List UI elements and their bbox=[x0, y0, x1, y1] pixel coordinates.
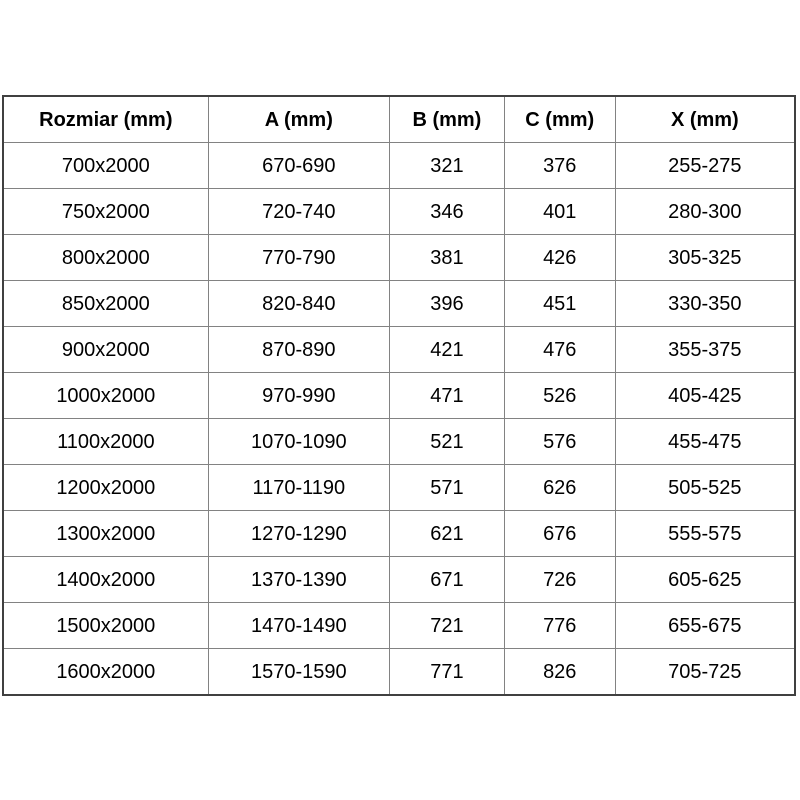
cell: 705-725 bbox=[615, 649, 795, 696]
cell: 605-625 bbox=[615, 557, 795, 603]
table-row bbox=[3, 603, 795, 649]
cell: 426 bbox=[504, 235, 615, 281]
cell: 355-375 bbox=[615, 327, 795, 373]
cell: 401 bbox=[504, 189, 615, 235]
cell: 900x2000 bbox=[3, 327, 208, 373]
cell: 526 bbox=[504, 373, 615, 419]
cell: 280-300 bbox=[615, 189, 795, 235]
column-header-x: X (mm) bbox=[615, 96, 795, 143]
cell: 850x2000 bbox=[3, 281, 208, 327]
cell: 1200x2000 bbox=[3, 465, 208, 511]
cell: 671 bbox=[389, 557, 504, 603]
size-table-container bbox=[2, 95, 796, 696]
column-header-b: B (mm) bbox=[389, 96, 504, 143]
cell: 770-790 bbox=[208, 235, 389, 281]
column-header-c: C (mm) bbox=[504, 96, 615, 143]
cell: 455-475 bbox=[615, 419, 795, 465]
cell: 750x2000 bbox=[3, 189, 208, 235]
table-row bbox=[3, 373, 795, 419]
cell: 505-525 bbox=[615, 465, 795, 511]
table-row bbox=[3, 143, 795, 189]
size-table-head bbox=[3, 96, 795, 143]
size-table-body bbox=[3, 143, 795, 696]
cell: 451 bbox=[504, 281, 615, 327]
cell: 621 bbox=[389, 511, 504, 557]
cell: 396 bbox=[389, 281, 504, 327]
cell: 476 bbox=[504, 327, 615, 373]
table-row bbox=[3, 281, 795, 327]
cell: 255-275 bbox=[615, 143, 795, 189]
cell: 676 bbox=[504, 511, 615, 557]
cell: 381 bbox=[389, 235, 504, 281]
cell: 720-740 bbox=[208, 189, 389, 235]
cell: 1500x2000 bbox=[3, 603, 208, 649]
cell: 571 bbox=[389, 465, 504, 511]
cell: 421 bbox=[389, 327, 504, 373]
cell: 1400x2000 bbox=[3, 557, 208, 603]
column-header-rozmiar: Rozmiar (mm) bbox=[3, 96, 208, 143]
table-row bbox=[3, 419, 795, 465]
cell: 1000x2000 bbox=[3, 373, 208, 419]
cell: 1300x2000 bbox=[3, 511, 208, 557]
cell: 305-325 bbox=[615, 235, 795, 281]
cell: 771 bbox=[389, 649, 504, 696]
cell: 576 bbox=[504, 419, 615, 465]
cell: 346 bbox=[389, 189, 504, 235]
cell: 826 bbox=[504, 649, 615, 696]
cell: 330-350 bbox=[615, 281, 795, 327]
cell: 376 bbox=[504, 143, 615, 189]
cell: 1600x2000 bbox=[3, 649, 208, 696]
cell: 970-990 bbox=[208, 373, 389, 419]
cell: 800x2000 bbox=[3, 235, 208, 281]
table-row bbox=[3, 189, 795, 235]
cell: 1100x2000 bbox=[3, 419, 208, 465]
cell: 655-675 bbox=[615, 603, 795, 649]
header-row bbox=[3, 96, 795, 143]
cell: 626 bbox=[504, 465, 615, 511]
cell: 471 bbox=[389, 373, 504, 419]
table-row bbox=[3, 511, 795, 557]
cell: 1170-1190 bbox=[208, 465, 389, 511]
table-row bbox=[3, 235, 795, 281]
size-table bbox=[2, 95, 796, 696]
cell: 721 bbox=[389, 603, 504, 649]
cell: 521 bbox=[389, 419, 504, 465]
table-row bbox=[3, 557, 795, 603]
cell: 726 bbox=[504, 557, 615, 603]
cell: 670-690 bbox=[208, 143, 389, 189]
cell: 870-890 bbox=[208, 327, 389, 373]
cell: 1070-1090 bbox=[208, 419, 389, 465]
cell: 776 bbox=[504, 603, 615, 649]
cell: 700x2000 bbox=[3, 143, 208, 189]
table-row bbox=[3, 649, 795, 696]
column-header-a: A (mm) bbox=[208, 96, 389, 143]
cell: 1270-1290 bbox=[208, 511, 389, 557]
cell: 820-840 bbox=[208, 281, 389, 327]
cell: 1570-1590 bbox=[208, 649, 389, 696]
cell: 1370-1390 bbox=[208, 557, 389, 603]
table-row bbox=[3, 327, 795, 373]
cell: 555-575 bbox=[615, 511, 795, 557]
cell: 405-425 bbox=[615, 373, 795, 419]
cell: 321 bbox=[389, 143, 504, 189]
table-row bbox=[3, 465, 795, 511]
cell: 1470-1490 bbox=[208, 603, 389, 649]
